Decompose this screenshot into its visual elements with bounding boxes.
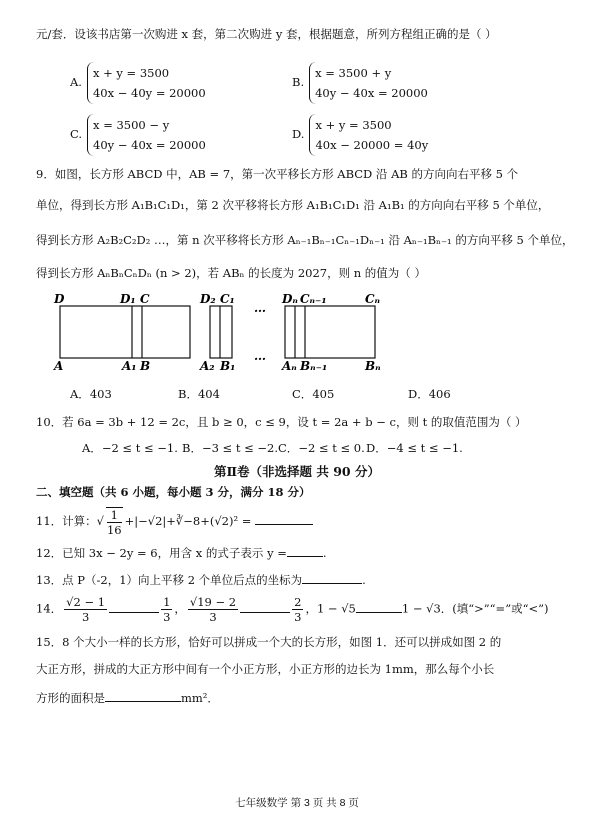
answer-blank[interactable] (287, 556, 323, 557)
q9-option-d[interactable]: D．406 (408, 387, 451, 401)
answer-blank[interactable] (240, 612, 290, 613)
label-b: B (140, 359, 151, 373)
fraction: $\frac{√2 - 1}{3}$ (66, 595, 106, 624)
rectangle-a2b2c2d2 (210, 306, 232, 358)
q8-option-b[interactable]: B. x = 3500 + y 40y − 40x = 20000 (292, 62, 428, 104)
q9-option-b[interactable]: B．404 (178, 387, 220, 401)
answer-blank[interactable] (105, 701, 181, 702)
equation-system: x = 3500 + y 40y − 40x = 20000 (309, 62, 428, 104)
q11: 11．计算：√ $\frac{1}{16}$ +|−√2|+∛−8+(√2)² = (36, 507, 313, 537)
q9-line-4: 得到长方形 AₙBₙCₙDₙ (n > 2)，若 ABₙ 的长度为 2027，则 n 的值为（ ） (36, 266, 426, 280)
answer-blank[interactable] (356, 612, 402, 613)
q14: 14． $\frac{√2 - 1}{3}$ $\frac{1}{3}$ ， $\frac{√19 - 2}{3}$ $\frac{2}{3}$ ，1 − √5 1 − √3．(填“>”“=”或“<”) (36, 595, 549, 624)
page-footer: 七年级数学 第 3 页 共 8 页 (235, 797, 359, 809)
q10-option-b[interactable]: B．−3 ≤ t ≤ −2. (182, 441, 279, 455)
equation-system: x + y = 3500 40x − 40y = 20000 (87, 62, 206, 104)
rectangle-anbncndn (285, 306, 375, 358)
label-d2: D₂ (200, 292, 216, 306)
q9-line-2: 单位，得到长方形 A₁B₁C₁D₁，第 2 次平移将长方形 A₁B₁C₁D₁ 沿 A₁B₁ 的方向向右平移 5 个单位， (36, 198, 550, 212)
q9-line-1: 9．如图，长方形 ABCD 中，AB = 7，第一次平移长方形 ABCD 沿 AB 的方向向右平移 5 个 (36, 167, 519, 181)
label-b1: B₁ (220, 359, 236, 373)
q12: 12．已知 3x − 2y = 6，用含 x 的式子表示 y = . (36, 546, 327, 560)
q9-line-3: 得到长方形 A₂B₂C₂D₂ …，第 n 次平移将长方形 Aₙ₋₁Bₙ₋₁Cₙ₋₁Dₙ₋₁ 沿 Aₙ₋₁Bₙ₋₁ 的方向平移 5 个单位， (36, 233, 574, 247)
q8-option-d[interactable]: D. x + y = 3500 40x − 20000 = 40y (292, 114, 428, 156)
label-d1: D₁ (120, 292, 136, 306)
q8-option-a[interactable]: A. x + y = 3500 40x − 40y = 20000 (70, 62, 206, 104)
label-an: Aₙ (282, 359, 297, 373)
equation-system: x = 3500 − y 40y − 40x = 20000 (87, 114, 206, 156)
answer-blank[interactable] (255, 524, 313, 525)
label-bn-1: Bₙ₋₁ (300, 359, 328, 373)
q8-intro: 元/套．设该书店第一次购进 x 套，第二次购进 y 套，根据题意，所列方程组正确的是（ ） (36, 27, 497, 41)
equation-system: x + y = 3500 40x − 20000 = 40y (309, 114, 428, 156)
label-dn: Dₙ (282, 292, 298, 306)
rectangle-abcd (60, 306, 190, 358)
q15-line-3: 方形的面积是 mm²． (36, 691, 219, 705)
label-ellipsis-bottom: … (254, 349, 266, 363)
label-a: A (54, 359, 64, 373)
label-c: C (140, 292, 150, 306)
answer-blank[interactable] (302, 583, 362, 584)
label-ellipsis-top: … (254, 301, 266, 315)
q10-option-a[interactable]: A．−2 ≤ t ≤ −1. (82, 441, 178, 455)
label-a1: A₁ (122, 359, 137, 373)
label-c1: C₁ (220, 292, 235, 306)
fraction: $\frac{√19 - 2}{3}$ (189, 595, 237, 624)
q13: 13．点 P（-2，1）向上平移 2 个单位后点的坐标为 . (36, 573, 366, 587)
label-d: D (54, 292, 65, 306)
section-title: 第Ⅱ卷（非选择题 共 90 分） (214, 464, 380, 479)
q15-line-1: 15．8 个大小一样的长方形，恰好可以拼成一个大的长方形，如图 1．还可以拼成如图 2 的 (36, 635, 502, 649)
q8-option-c[interactable]: C. x = 3500 − y 40y − 40x = 20000 (70, 114, 206, 156)
answer-blank[interactable] (109, 612, 159, 613)
label-bn: Bₙ (365, 359, 381, 373)
fraction: $\frac{2}{3}$ (294, 595, 302, 624)
q9-option-a[interactable]: A．403 (70, 387, 112, 401)
q9-option-c[interactable]: C．405 (292, 387, 335, 401)
label-a2: A₂ (200, 359, 215, 373)
fraction: $\frac{1}{16}$ (106, 508, 122, 537)
q10-option-c[interactable]: C．−2 ≤ t ≤ 0. (278, 441, 365, 455)
q15-line-2: 大正方形，拼成的大正方形中间有一个小正方形，小正方形的边长为 1mm，那么每个小长 (36, 662, 495, 676)
fraction: $\frac{1}{3}$ (163, 595, 171, 624)
translation-figure (50, 290, 390, 375)
q10-stem: 10．若 6a = 3b + 12 = 2c，且 b ≥ 0，c ≤ 9，设 t = 2a + b − c，则 t 的取值范围为（ ） (36, 415, 527, 429)
sqrt-symbol: √ (96, 514, 104, 528)
part-heading: 二、填空题（共 6 小题，每小题 3 分，满分 18 分） (36, 485, 311, 499)
q10-option-d[interactable]: D．−4 ≤ t ≤ −1. (366, 441, 463, 455)
label-cn-1: Cₙ₋₁ (300, 292, 327, 306)
label-cn: Cₙ (365, 292, 381, 306)
